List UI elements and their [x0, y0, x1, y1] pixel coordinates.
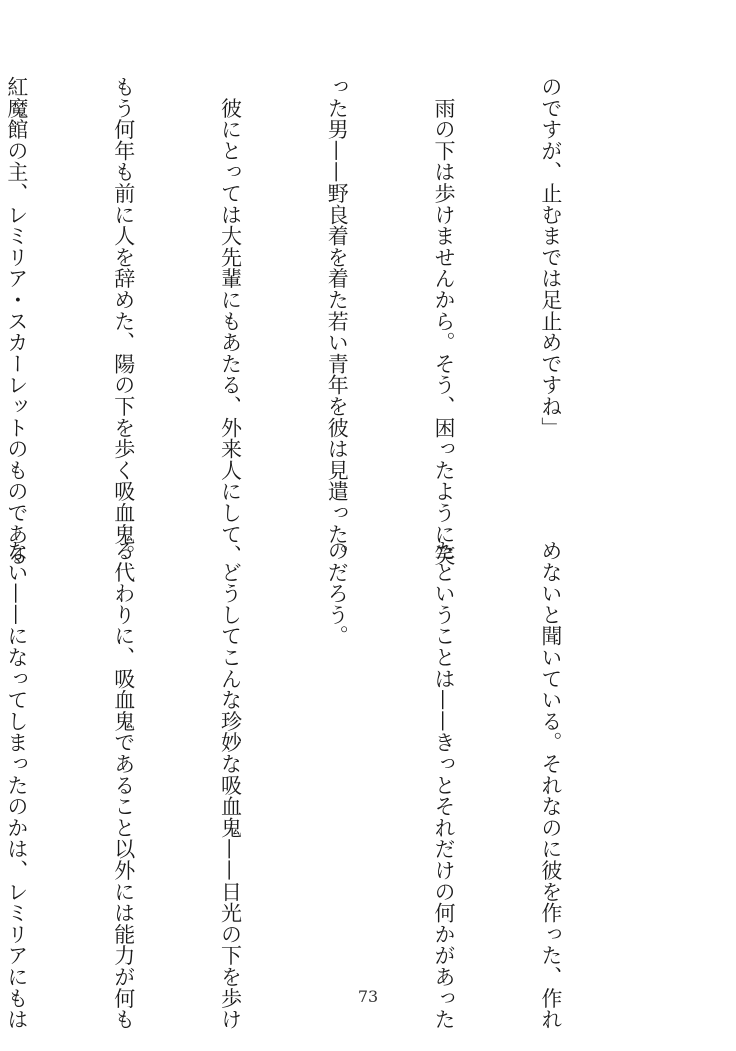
page-number: 73: [357, 987, 379, 1006]
text-line: のですが、止むまでは足止めですね」: [538, 76, 563, 439]
text-line: った男——野良着を着た若い青年を彼は見遣った。: [325, 76, 350, 566]
text-line: どうしてこんな珍妙な吸血鬼——日光の下を歩け: [218, 540, 243, 1030]
text-line: たということは——きっとそれだけの何かがあった: [432, 540, 457, 1030]
text-line: のだろう。: [325, 540, 350, 647]
text-line: 彼にとっては大先輩にもあたる、外来人にして、: [218, 76, 243, 566]
text-line: る代わりに、吸血鬼であること以外には能力が何も: [111, 540, 136, 1030]
text-line: めないと聞いている。それなのに彼を作った、作れ: [538, 540, 563, 1030]
top-text-block: [4, 76, 639, 566]
text-line: 紅魔館の主、レミリア・スカーレットのものである: [4, 76, 29, 566]
text-line: ない——になってしまったのかは、レミリアにもは: [4, 540, 29, 1030]
text-line: 雨の下は歩けませんから。そう、困ったように笑: [432, 76, 457, 566]
text-line: もう何年も前に人を辞めた、陽の下を歩く吸血鬼。: [111, 76, 136, 566]
